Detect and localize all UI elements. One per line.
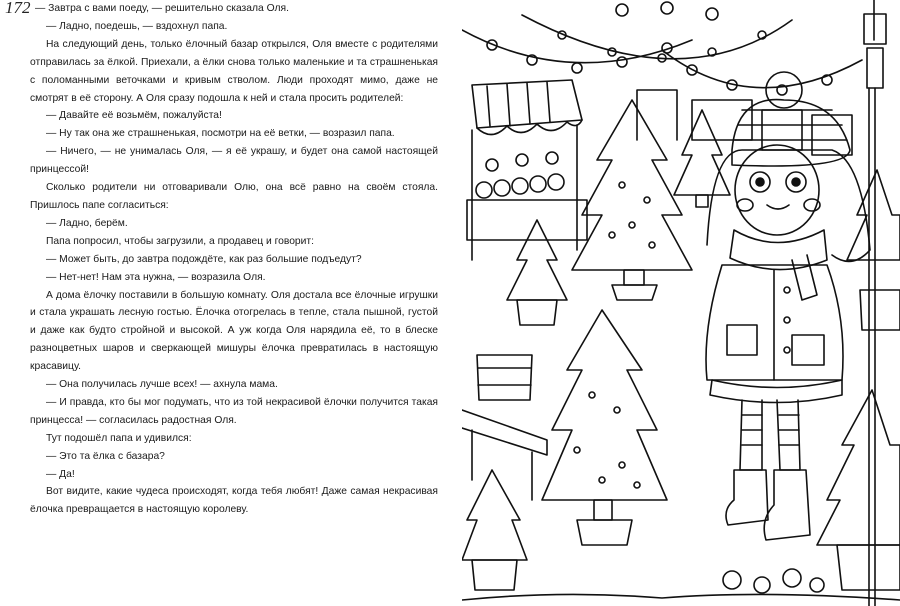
lamp-post [864,0,886,606]
paragraph: Вот видите, какие чудеса происходят, когда тебя любят! Даже самая некрасивая ёлочка превращается в настоящую королеву. [30,486,438,516]
story-text [30,0,438,519]
barrel [477,355,532,400]
paragraph: — И правда, кто бы мог подумать, что из той некрасивой ёлочки получится такая принцесса! — согласилась радостная Оля. [30,396,438,426]
paragraph: — Ладно, поедешь, — вздохнул папа. [46,20,228,32]
christmas-tree [462,470,527,590]
buildings [637,90,852,155]
paragraph: Тут подошёл папа и удивился: [46,432,192,444]
christmas-tree [817,390,900,590]
bench [462,410,547,500]
christmas-tree [674,110,730,207]
paragraph: — Нет-нет! Нам эта нужна, — возразила Оля. [46,271,266,283]
paragraph: — Ладно, берём. [46,217,128,229]
page-number: 172 [5,0,31,17]
illustration-page [462,0,900,606]
christmas-tree [847,170,900,330]
christmas-tree [572,100,692,300]
christmas-tree [542,310,667,545]
paragraph: — Ну так она же страшненькая, посмотри на её ветки, — возразил папа. [46,128,395,140]
string-lights [462,2,862,95]
market-stall [467,80,587,260]
paragraph: — Она получилась лучше всех! — ахнула мама. [46,379,278,391]
paragraph: Папа попросил, чтобы загрузили, а продавец и говорит: [46,235,314,247]
girl-figure [706,72,870,540]
coloring-illustration [462,0,900,606]
paragraph: — Ничего, — не унималась Оля, — я её украшу, и будет она самой настоящей принцессой! [30,146,438,176]
paragraph: На следующий день, только ёлочный базар открылся, Оля вместе с родителями отправилась за ёлкой. Приехали, а ёлки снова только маленькие и та страшненькая с поломанными веточками и кривым стволом. Люди проходят мимо, даже не смотрят в её сторону. А Оля сразу подошла к ней и стала просить родителей: [30,38,438,104]
christmas-tree [507,220,567,325]
paragraph: — Может быть, до завтра подождёте, как раз большие подъедут? [46,253,362,265]
snowballs [462,569,900,600]
paragraph: — Давайте её возьмём, пожалуйста! [46,110,222,122]
paragraph: Сколько родители ни отговаривали Олю, она всё равно на своём стояла. Пришлось папе согласиться: [30,182,438,211]
paragraph: — Завтра с вами поеду, — решительно сказала Оля. [35,3,289,14]
paragraph: — Это та ёлка с базара? [46,450,165,462]
paragraph: — Да! [46,468,75,480]
paragraph: А дома ёлочку поставили в большую комнату. Оля достала все ёлочные игрушки и стала украшать лесную гостью. Ёлочка отогрелась в тепле, стала пышной, густой и даже как будто стройной и высокой. А уж когда Оля нарядила её, то в блеске разноцветных шаров и сверкающей мишуры ёлочка превратилась в настоящую красавицу. [30,289,438,373]
